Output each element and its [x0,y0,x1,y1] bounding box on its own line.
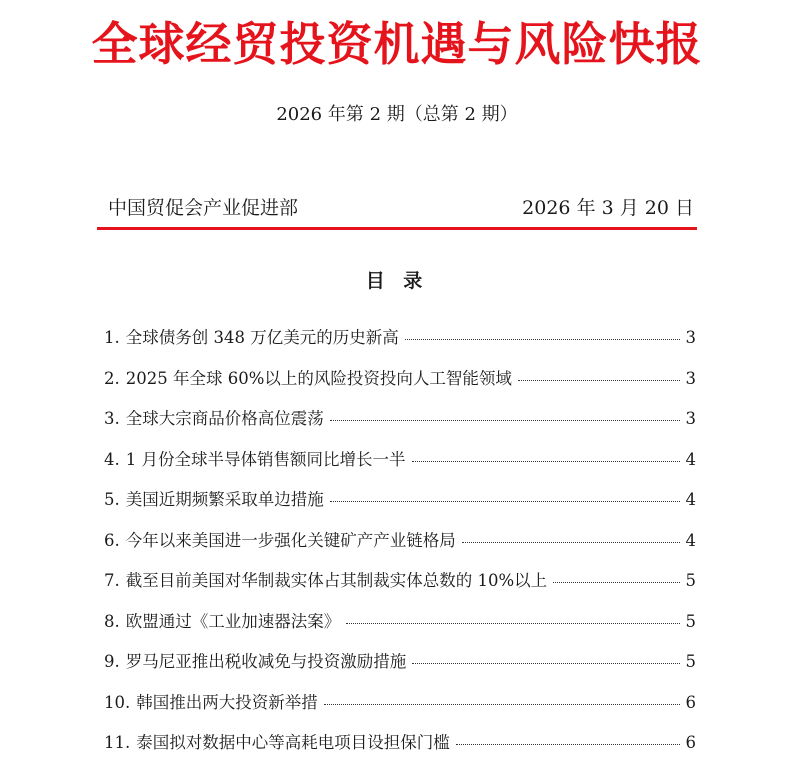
publish-date: 2026 年 3 月 20 日 [522,197,694,219]
toc-item-page: 3 [685,409,696,428]
toc-item[interactable] [104,731,696,772]
toc-item-title: 截至目前美国对华制裁实体占其制裁实体总数的 10%以上 [125,571,548,590]
toc-item[interactable] [104,529,696,570]
toc-item-number: 10. [104,692,131,712]
toc-leader-dots [330,420,680,421]
toc-leader-dots [346,623,679,624]
table-of-contents [104,326,696,772]
toc-leader-dots [412,663,679,664]
toc-leader-dots [462,542,680,543]
toc-item-title: 美国近期频繁采取单边措施 [125,490,324,509]
toc-item-title: 全球债务创 348 万亿美元的历史新高 [125,328,399,347]
publisher: 中国贸促会产业促进部 [108,197,299,219]
toc-item[interactable] [104,691,696,732]
toc-leader-dots [518,380,680,381]
toc-item-number: 11. [104,733,131,752]
toc-item-title: 2025 年全球 60%以上的风险投资投向人工智能领域 [125,368,512,388]
toc-item-page: 3 [685,368,696,388]
toc-leader-dots [456,744,680,745]
toc-item-number: 1. [104,328,120,347]
toc-item-page: 5 [685,652,696,671]
toc-item-title: 泰国拟对数据中心等高耗电项目设担保门槛 [136,733,450,752]
toc-item-number: 4. [104,449,120,469]
toc-leader-dots [324,704,680,705]
toc-item-page: 5 [685,611,696,631]
toc-leader-dots [405,339,680,340]
toc-item-number: 8. [104,611,120,631]
toc-item[interactable] [104,407,696,448]
toc-item-title: 欧盟通过《工业加速器法案》 [125,611,341,631]
toc-item-number: 5. [104,490,120,509]
toc-leader-dots [412,461,680,462]
toc-item-title: 全球大宗商品价格高位震荡 [125,409,324,428]
toc-item[interactable] [104,448,696,489]
toc-item[interactable] [104,367,696,408]
toc-item-page: 4 [685,449,696,469]
toc-item-page: 5 [685,571,696,590]
toc-item-title: 1 月份全球半导体销售额同比增长一半 [125,449,406,469]
toc-item[interactable] [104,569,696,610]
toc-item-page: 3 [685,328,696,347]
toc-item-page: 4 [685,490,696,509]
toc-item-page: 4 [685,530,696,550]
toc-item-number: 3. [104,409,120,428]
toc-leader-dots [553,582,679,583]
toc-item-number: 2. [104,368,120,388]
toc-item-title: 韩国推出两大投资新举措 [136,692,318,712]
toc-item-number: 9. [104,652,120,671]
publication-info [108,194,694,222]
toc-heading: 目 录 [365,270,429,292]
toc-item-page: 6 [685,733,696,752]
bulletin-title: 全球经贸投资机遇与风险快报 [91,17,703,71]
toc-item-title: 罗马尼亚推出税收减免与投资激励措施 [125,652,407,671]
toc-leader-dots [330,501,680,502]
toc-item-page: 6 [685,692,696,712]
toc-item[interactable] [104,650,696,691]
header-divider [97,227,697,230]
toc-item-number: 7. [104,571,120,590]
toc-item-title: 今年以来美国进一步强化关键矿产产业链格局 [125,530,456,550]
toc-item[interactable] [104,610,696,651]
issue-number: 2026 年第 2 期（总第 2 期） [276,104,518,125]
toc-item[interactable] [104,488,696,529]
toc-item[interactable] [104,326,696,367]
toc-item-number: 6. [104,530,120,550]
